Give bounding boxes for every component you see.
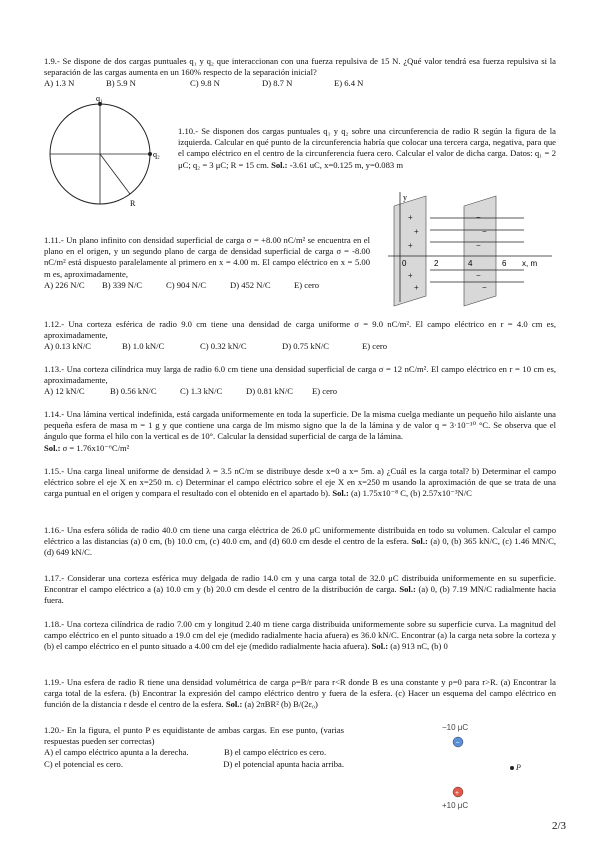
answer-options xyxy=(44,386,556,397)
solution-label: Sol.: xyxy=(411,536,428,547)
option-d: D) 452 N/C xyxy=(230,279,271,290)
option-d: D) 8.7 N xyxy=(262,78,293,89)
question-text: 1.11.- Un plano infinito con densidad superficial de carga σ = +8.00 nC/m² se encuentra en el plano en el origen, y un segundo plano de carga de densidad superficial de carga σ = -8.00 nC/m² está dispuesto paralelamente al primero en x = 4.00 m. El campo eléctrico en x = 5.00 m es, aproximadamente, xyxy=(44,235,370,279)
option-d: D) 0.75 kN/C xyxy=(282,341,330,352)
option-a: A) el campo eléctrico apunta a la derecha. xyxy=(44,747,189,758)
y-axis-label: y xyxy=(403,193,407,202)
question-1-17 xyxy=(44,573,556,607)
question-1-12 xyxy=(44,319,556,353)
minus-icon: − xyxy=(455,739,460,747)
solution-text: (a) 0, (b) 7.19 MN/C radialmente hacia fuera. xyxy=(44,584,556,606)
answer-options xyxy=(44,280,370,291)
charge-q2-dot xyxy=(148,152,152,156)
solution-label: Sol.: xyxy=(371,641,389,652)
option-a: A) 12 kN/C xyxy=(44,386,85,397)
answer-options-row-1 xyxy=(44,747,344,758)
solution-label: Sol.: xyxy=(399,584,416,595)
solution-text: (a) 913 nC, (b) 0 xyxy=(390,641,448,652)
question-1-11 xyxy=(44,235,370,291)
solution-text: σ = 1.76x10⁻⁶C/m² xyxy=(62,442,130,453)
answer-options-row-2 xyxy=(44,759,344,770)
option-b: B) 1.0 kN/C xyxy=(122,341,165,352)
option-e: E) cero xyxy=(362,341,388,352)
svg-text:+: + xyxy=(408,271,413,280)
question-text: 1.12.- Una corteza esférica de radio 9.0 cm tiene una densidad de carga uniforme σ = 9.0 nC/m². El campo eléctrico en r = 4.0 cm es, aproximadamente, xyxy=(44,319,556,341)
tick-6: 6 xyxy=(502,259,507,268)
negative-charge-label: −10 μC xyxy=(442,723,469,732)
option-c: C) el potencial es cero. xyxy=(44,758,123,769)
solution-label: Sol.: xyxy=(225,699,243,710)
question-text: 1.14.- Una lámina vertical indefinida, está cargada uniformemente en toda la superficie. De la misma cuelga mediante un pequeño hilo aislante una pequeña esfera de masa m = 1 g y que contiene una carga de lm mismo signo que la de la lámina y de valor q = 3·10⁻¹⁰ °C. Se observa que el ángulo que forma el hilo con la vertical es de 10°. Calcular la densidad superficial de carga de la lámina. xyxy=(44,409,556,442)
svg-text:−: − xyxy=(476,241,481,250)
tick-4: 4 xyxy=(468,259,473,268)
solution-text: -3.61 uC, x=0.125 m, y=0.083 m xyxy=(289,159,403,170)
point-p-label: P xyxy=(516,763,521,772)
label-radius: R xyxy=(130,199,136,208)
tick-2: 2 xyxy=(434,259,439,268)
question-1-16 xyxy=(44,525,556,559)
option-b: B) 5.9 N xyxy=(106,78,136,89)
question-text: 1.10.- Se disponen dos cargas puntuales q₁ y q₂ sobre una circunferencia de radio R según la figura de la izquierda. Calcular en qué punto de la circunferencia habría que colocar una tercera carga, negativa, para que el campo eléctrico en el centro de la circunferencia fuera cero. Calcular el valor de dicha carga. Datos: q₁ = 2 μC; q₂ = 3 μC; R = 15 cm. xyxy=(178,126,556,170)
question-1-9 xyxy=(44,56,556,90)
option-b: B) 0.56 kN/C xyxy=(110,386,157,397)
solution-text: (a) 0, (b) 365 kN/C, (c) 1.46 MN/C, (d) 649 kN/C. xyxy=(44,536,557,558)
tick-0: 0 xyxy=(402,259,407,268)
plus-icon: + xyxy=(455,790,460,797)
svg-text:−: − xyxy=(482,283,487,292)
question-1-14 xyxy=(44,409,556,454)
question-text: 1.18.- Una corteza cilíndrica de radio 7.00 cm y longitud 2.40 m tiene carga distribuida uniformemente sobre su superficie curva. La magnitud del campo eléctrico en el punto situado a 19.0 cm del eje (medido radialmente hacia afuera) es 36.0 kN/C. Encontrar (a) la carga neta sobre la corteza y (b) el campo eléctrico en el punto situado a 4.00 cm del eje (medido radialmente hacia afuera). xyxy=(44,619,556,652)
svg-text:+: + xyxy=(414,283,419,292)
option-c: C) 1.3 kN/C xyxy=(180,386,223,397)
radius-line xyxy=(100,154,130,194)
solution-label: Sol.: xyxy=(271,159,288,170)
solution-label: Sol.: xyxy=(332,488,349,499)
question-1-10 xyxy=(178,126,556,171)
solution-text: (a) 1.75x10⁻⁸ C, (b) 2.57x10⁻³N/C xyxy=(350,488,472,499)
question-text: 1.13.- Una corteza cilíndrica muy larga de radio 6.0 cm tiene una densidad superficial de carga σ = 12 nC/m². El campo eléctrico en r = 10 cm es, aproximadamente, xyxy=(44,364,556,386)
charged-planes-figure xyxy=(384,190,556,308)
option-c: C) 904 N/C xyxy=(166,279,207,290)
option-d: D) el potencial apunta hacia arriba. xyxy=(223,758,344,769)
question-1-13 xyxy=(44,364,556,398)
svg-text:+: + xyxy=(414,227,419,236)
solution-text: (a) 2πBR² (b) B/(2ε₀) xyxy=(244,699,318,710)
svg-text:−: − xyxy=(476,213,481,222)
answer-options xyxy=(44,341,556,352)
question-text: 1.20.- En la figura, el punto P es equidistante de ambas cargas. En ese punto, (varias respuestas pueden ser correctas) xyxy=(44,725,344,747)
positive-charge-label: +10 μC xyxy=(442,801,469,810)
option-a: A) 0.13 kN/C xyxy=(44,341,92,352)
question-text: 1.9.- Se dispone de dos cargas puntuales q₁ y q₂ que interaccionan con una fuerza repulsiva de 15 N. ¿Qué valor tendrá esa fuerza repulsiva si la separación de las cargas aumenta en un 160% respecto de la separación inicial? xyxy=(44,56,556,78)
solution-label: Sol.: xyxy=(44,442,61,453)
svg-text:+: + xyxy=(408,213,413,222)
page-number: 2/3 xyxy=(551,820,566,832)
question-1-18 xyxy=(44,619,556,653)
option-b: B) 339 N/C xyxy=(102,279,143,290)
svg-text:−: − xyxy=(482,227,487,236)
question-1-19 xyxy=(44,677,556,711)
label-q1: q₁ xyxy=(96,94,103,103)
question-text: 1.17.- Considerar una corteza esférica muy delgada de radio 14.0 cm y una carga total de 32.0 μC distribuida uniformemente en su superficie. Encontrar el campo eléctrico a (a) 10.0 cm y (b) 20.0 cm desde el centro de la distribución de carga. xyxy=(44,573,556,595)
x-axis-label: x, m xyxy=(522,259,538,268)
question-text: 1.16.- Una esfera sólida de radio 40.0 cm tiene una carga eléctrica de 26.0 μC uniformemente distribuida en todo su volumen. Calcular el campo eléctrico a las distancias (a) 0 cm, (b) 10.0 cm, (c) 40.0 cm, and (d) 60.0 cm desde el centro de la esfera. xyxy=(44,525,556,547)
answer-options xyxy=(44,78,556,89)
option-b: B) el campo eléctrico es cero. xyxy=(224,747,327,758)
svg-text:+: + xyxy=(408,241,413,250)
circle-charges-figure xyxy=(40,94,170,214)
point-charges-figure xyxy=(440,720,540,812)
option-a: A) 1.3 N xyxy=(44,78,75,89)
option-d: D) 0.81 kN/C xyxy=(246,386,294,397)
option-c: C) 0.32 kN/C xyxy=(200,341,247,352)
question-text: 1.19.- Una esfera de radio R tiene una densidad volumétrica de carga ρ=B/r para r<R donde B es una constante y ρ=0 para r>R. (a) Encontrar la carga total de la esfera. (b) Encontrar la expresión del campo eléctrico dentro y fuera de la esfera. (c) Hacer un esquema del campo eléctrico en función de la distancia r desde el centro de la esfera. xyxy=(44,677,556,710)
svg-text:−: − xyxy=(476,271,481,280)
question-1-20 xyxy=(44,725,344,770)
option-e: E) 6.4 N xyxy=(334,78,364,89)
option-a: A) 226 N/C xyxy=(44,279,85,290)
label-q2: q₂ xyxy=(153,150,160,159)
option-c: C) 9.8 N xyxy=(190,78,220,89)
question-1-15 xyxy=(44,466,556,500)
question-text: 1.15.- Una carga lineal uniforme de densidad λ = 3.5 nC/m se distribuye desde x=0 a x= 5m. a) ¿Cuál es la carga total? b) Determinar el campo eléctrico sobre el eje X en x=250 m. c) Determinar el campo eléctrico sobre el eje X en x=250 m usando la aproximación de que se trata de una carga puntual en el origen y compara el resultado con el obtenido en el apartado b). xyxy=(44,466,556,499)
point-p xyxy=(510,766,514,770)
option-e: E) cero xyxy=(294,279,320,290)
option-e: E) cero xyxy=(312,386,338,397)
